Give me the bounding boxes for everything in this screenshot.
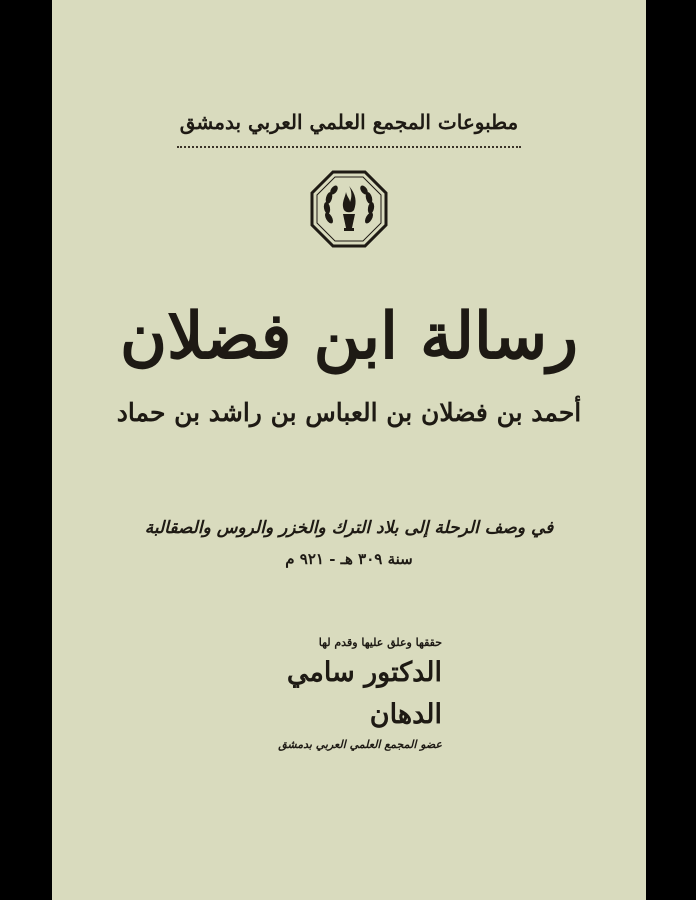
journey-date: سنة ٣٠٩ هـ - ٩٢١ م xyxy=(285,550,413,568)
book-subject: في وصف الرحلة إلى بلاد الترك والخزر والروس والصقالبة xyxy=(144,518,554,538)
book-title: رسالة ابن فضلان xyxy=(120,299,578,374)
laurel-wreath-torch-emblem-icon xyxy=(310,170,388,248)
series-title: مطبوعات المجمع العلمي العربي بدمشق xyxy=(179,110,519,134)
editor-note: حققها وعلق عليها وقدم لها xyxy=(318,636,442,649)
book-cover xyxy=(52,0,646,900)
author-name: أحمد بن فضلان بن العباس بن راشد بن حماد xyxy=(116,398,582,427)
editor-role: عضو المجمع العلمي العربي بدمشق xyxy=(278,738,442,751)
editor-name: الدكتور سامي الدهان xyxy=(286,657,442,730)
editor-block xyxy=(262,634,442,754)
dotted-divider xyxy=(177,146,521,148)
